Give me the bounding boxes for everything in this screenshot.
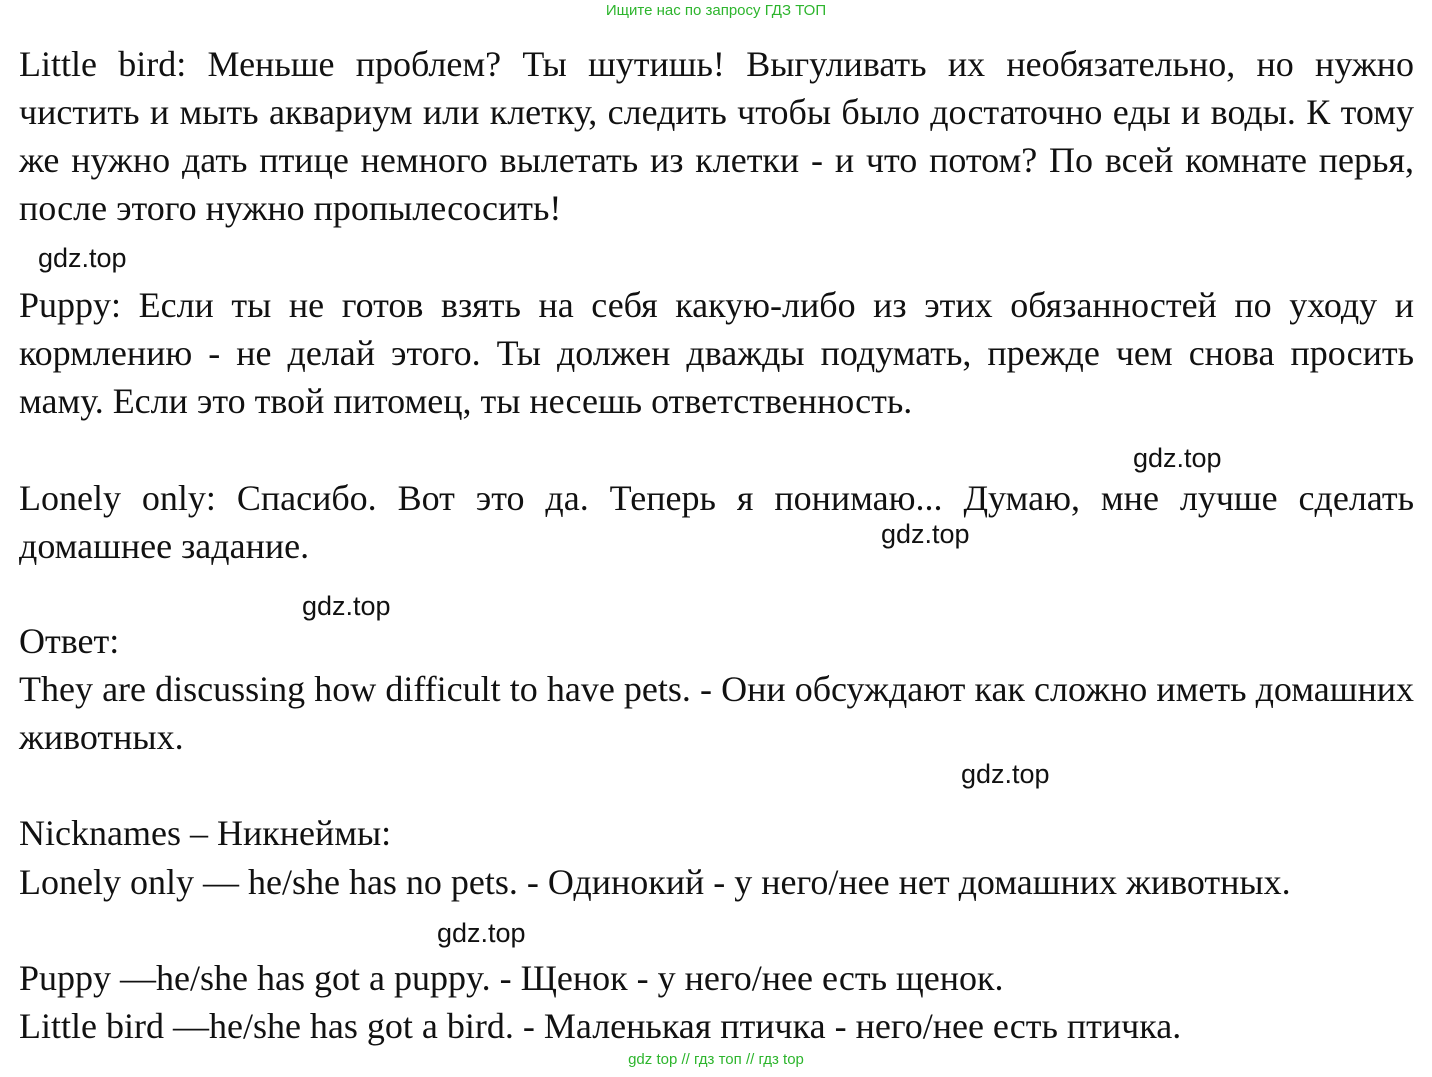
header-search-note: Ищите нас по запросу ГДЗ ТОП <box>605 2 827 19</box>
little-bird-paragraph: Little bird: Меньше проблем? Ты шутишь! Выгуливать их необязательно, но нужно чистить и мыть аквариум или клетку, следить чтобы было достаточно еды и воды. К тому же нужно дать птице немного вылетать из клетки - и что потом? По всей комнате перья, после этого нужно пропылесосить! <box>19 44 1414 228</box>
watermark-5: gdz.top <box>961 759 1050 789</box>
nickname-lonely-only: Lonely only — he/she has no pets. - Одинокий - у него/нее нет домашних животных. <box>19 862 1291 902</box>
answer-heading: Ответ: <box>19 621 120 661</box>
watermark-4: gdz.top <box>302 591 391 621</box>
puppy-paragraph: Puppy: Если ты не готов взять на себя какую-либо из этих обязанностей по уходу и кормлению - не делай этого. Ты должен дважды подумать, прежде чем снова просить маму. Если это твой питомец, ты несешь ответственность. <box>19 285 1414 421</box>
footer-part-3: гдз top <box>758 1051 804 1068</box>
watermark-3: gdz.top <box>881 519 970 549</box>
watermark-2: gdz.top <box>1133 443 1222 473</box>
footer-note <box>0 1051 1432 1068</box>
lonely-only-paragraph: Lonely only: Спасибо. Вот это да. Теперь я понимаю... Думаю, мне лучше сделать домашнее задание. <box>19 478 1414 566</box>
nickname-little-bird: Little bird —he/she has got a bird. - Маленькая птичка - него/нее есть птичка. <box>19 1006 1182 1046</box>
footer-separator-1: // <box>681 1051 690 1068</box>
nickname-puppy: Puppy —he/she has got a puppy. - Щенок - у него/нее есть щенок. <box>19 958 1004 998</box>
answer-text: They are discussing how difficult to have pets. - Они обсуждают как сложно иметь домашних животных. <box>19 669 1414 757</box>
footer-part-1: gdz top <box>628 1051 678 1068</box>
watermark-1: gdz.top <box>38 243 127 273</box>
footer-part-2: гдз топ <box>694 1051 742 1068</box>
nicknames-heading: Nicknames – Никнеймы: <box>19 813 392 853</box>
footer-separator-2: // <box>745 1051 755 1068</box>
watermark-6: gdz.top <box>437 918 526 948</box>
